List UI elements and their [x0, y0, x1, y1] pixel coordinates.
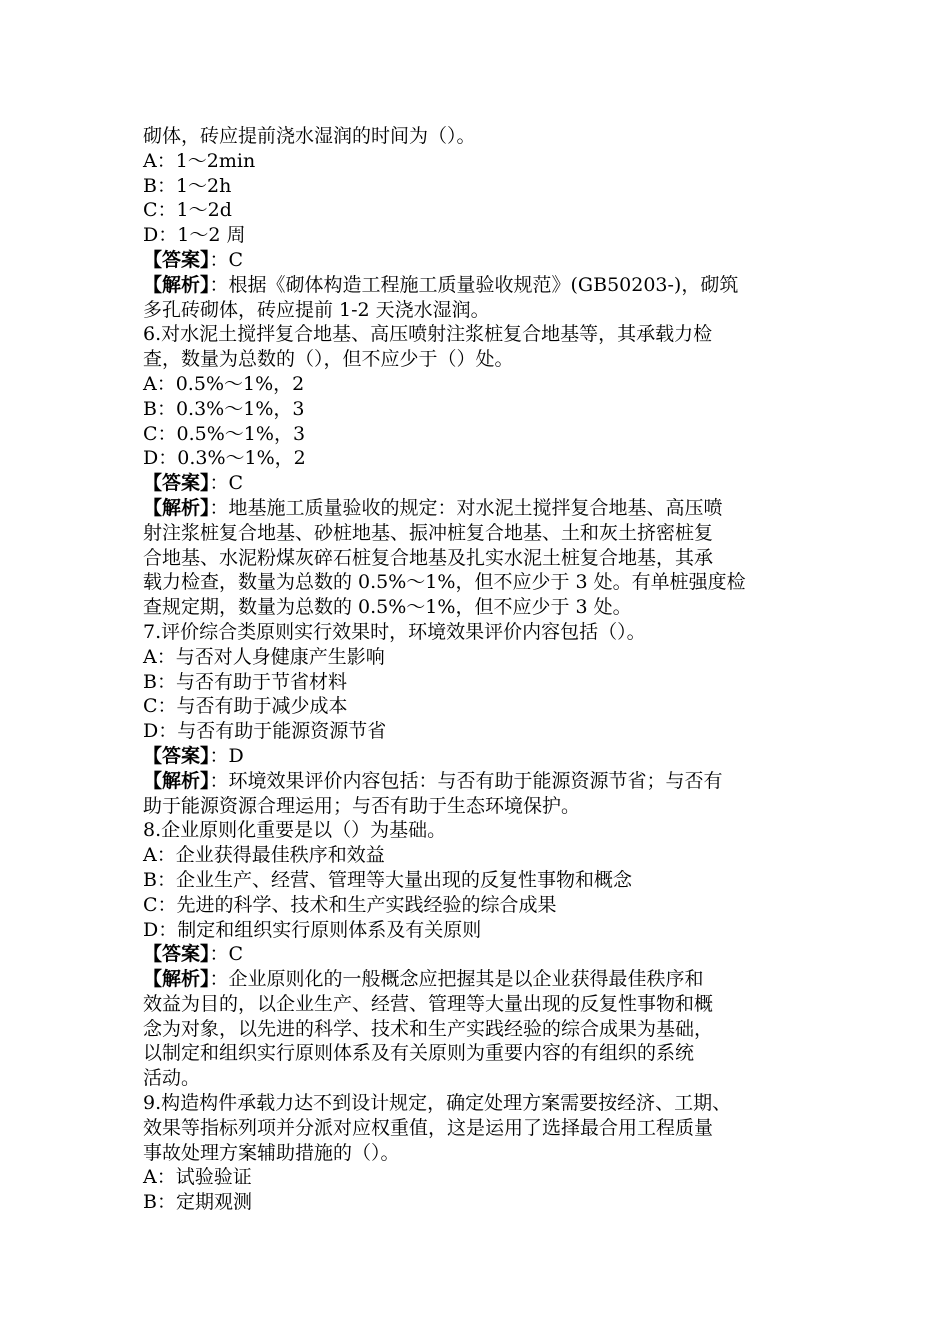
analysis-label: 【解析】 — [143, 769, 210, 792]
analysis-text: ：根据《砌体构造工程施工质量验收规范》(GB50203-)，砌筑 — [209, 273, 739, 296]
analysis-text: ：地基施工质量验收的规定：对水泥土搅拌复合地基、高压喷 — [209, 496, 723, 519]
text-line: 查，数量为总数的（），但不应少于（）处。 — [143, 348, 514, 371]
analysis-label: 【解析】 — [143, 968, 210, 991]
option-line: A：与否对人身健康产生影响 — [143, 645, 385, 668]
option-line: B：定期观测 — [143, 1191, 252, 1214]
option-line: D：0.3%～1%，2 — [143, 447, 306, 470]
text-line: 效益为目的，以企业生产、经营、管理等大量出现的反复性事物和概 — [143, 992, 714, 1015]
option-line: D：与否有助于能源资源节省 — [143, 720, 387, 743]
option-line: A：0.5%～1%，2 — [143, 372, 305, 395]
answer-line — [143, 942, 823, 967]
answer-text: ：D — [209, 744, 244, 767]
option-line: C：先进的科学、技术和生产实践经验的综合成果 — [143, 893, 557, 916]
option-line: D：1～2 周 — [143, 224, 246, 247]
answer-label: 【答案】 — [143, 943, 210, 966]
analysis-text: ：企业原则化的一般概念应把握其是以企业获得最佳秩序和 — [209, 968, 704, 991]
answer-label: 【答案】 — [143, 744, 210, 767]
option-line: A：1～2min — [143, 149, 256, 172]
option-line: B：与否有助于节省材料 — [143, 670, 347, 693]
option-line: C：1～2d — [143, 199, 232, 222]
answer-line — [143, 744, 823, 769]
text-line: 6.对水泥土搅拌复合地基、高压喷射注浆桩复合地基等，其承载力检 — [143, 323, 713, 346]
answer-label: 【答案】 — [143, 248, 210, 271]
text-line: 活动。 — [143, 1067, 201, 1090]
option-line: C：0.5%～1%，3 — [143, 422, 306, 445]
text-line: 助于能源资源合理运用；与否有助于生态环境保护。 — [143, 794, 581, 817]
text-line: 8.企业原则化重要是以（）为基础。 — [143, 819, 447, 842]
analysis-line — [143, 273, 823, 298]
analysis-label: 【解析】 — [143, 273, 210, 296]
document-page — [143, 124, 823, 1215]
option-line: C：与否有助于减少成本 — [143, 695, 348, 718]
option-line: D：制定和组织实行原则体系及有关原则 — [143, 918, 482, 941]
analysis-line — [143, 967, 823, 992]
answer-text: ：C — [209, 943, 244, 966]
text-line: 多孔砖砌体，砖应提前 1-2 天浇水湿润。 — [143, 298, 490, 321]
option-line: A：企业获得最佳秩序和效益 — [143, 844, 385, 867]
text-line: 效果等指标列项并分派对应权重值，这是运用了选择最合用工程质量 — [143, 1116, 714, 1139]
option-line: A：试验验证 — [143, 1166, 252, 1189]
analysis-text: ：环境效果评价内容包括：与否有助于能源资源节省；与否有 — [209, 769, 723, 792]
text-line: 砌体，砖应提前浇水湿润的时间为（）。 — [143, 125, 476, 147]
text-line: 合地基、水泥粉煤灰碎石桩复合地基及扎实水泥土桩复合地基，其承 — [143, 546, 714, 569]
answer-text: ：C — [209, 248, 244, 271]
text-line: 射注浆桩复合地基、砂桩地基、振冲桩复合地基、土和灰土挤密桩复 — [143, 521, 714, 544]
text-line: 事故处理方案辅助措施的（）。 — [143, 1141, 400, 1164]
answer-text: ：C — [209, 472, 244, 495]
option-line: B：1～2h — [143, 174, 232, 197]
text-line: 以制定和组织实行原则体系及有关原则为重要内容的有组织的系统 — [143, 1042, 695, 1065]
text-line: 查规定期，数量为总数的 0.5%～1%，但不应少于 3 处。 — [143, 596, 632, 619]
analysis-line — [143, 769, 823, 794]
option-line: B：0.3%～1%，3 — [143, 397, 305, 420]
option-line: B：企业生产、经营、管理等大量出现的反复性事物和概念 — [143, 868, 632, 891]
analysis-label: 【解析】 — [143, 496, 210, 519]
analysis-line — [143, 496, 823, 521]
text-line: 9.构造构件承载力达不到设计规定，确定处理方案需要按经济、工期、 — [143, 1092, 732, 1115]
answer-label: 【答案】 — [143, 472, 210, 495]
text-line: 念为对象，以先进的科学、技术和生产实践经验的综合成果为基础， — [143, 1017, 714, 1040]
text-line: 7.评价综合类原则实行效果时，环境效果评价内容包括（）。 — [143, 620, 646, 643]
answer-line — [143, 248, 823, 273]
answer-line — [143, 471, 823, 496]
text-line: 载力检查，数量为总数的 0.5%～1%，但不应少于 3 处。有单桩强度检 — [143, 571, 746, 594]
